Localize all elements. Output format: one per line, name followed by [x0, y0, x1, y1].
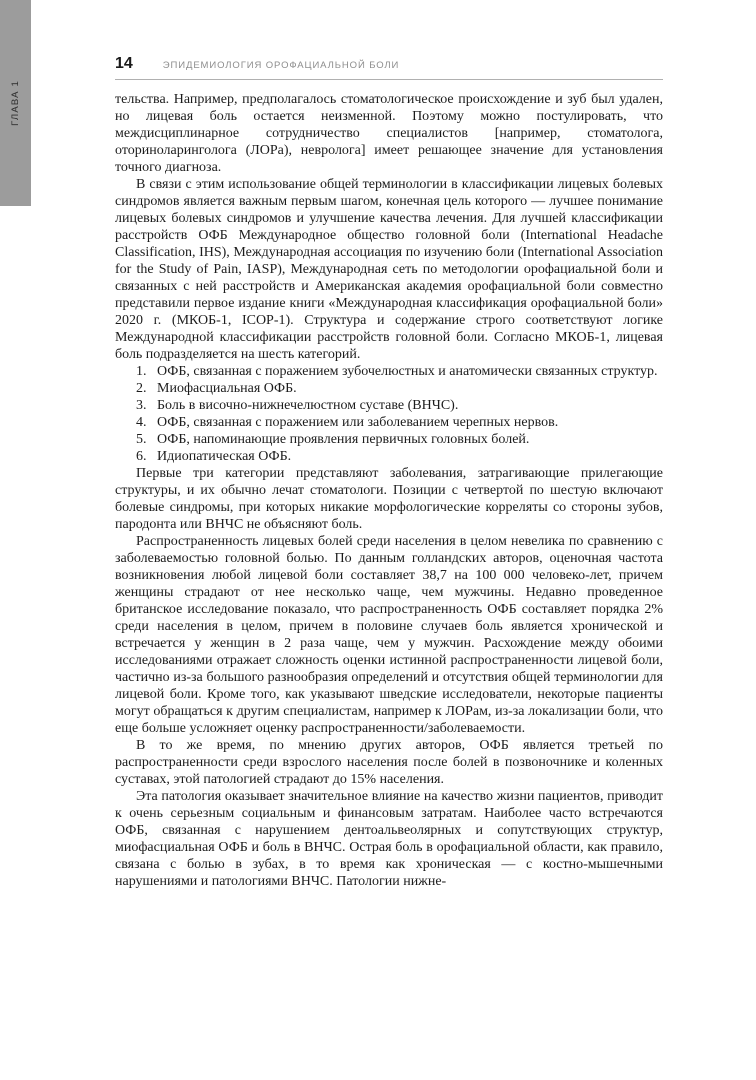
- list-item-text: ОФБ, связанная с поражением зубочелюстных и анатомически связанных структур.: [157, 364, 658, 379]
- list-item-number: 3.: [136, 398, 147, 413]
- body-text: [115, 91, 663, 890]
- list-item-text: Идиопатическая ОФБ.: [157, 449, 292, 464]
- list-item: [136, 363, 663, 380]
- chapter-tab-label: ГЛАВА 1: [10, 80, 21, 126]
- list-item-number: 1.: [136, 364, 147, 379]
- paragraph: В связи с этим использование общей терминологии в классификации лицевых болевых синдромов является важным первым шагом, конечная цель которого — лучшее понимание лицевых болевых синдромов и улучшение качества лечения. Для лучшей классификации расстройств ОФБ Международное общество головной боли (International Headache Classification, IHS), Международная ассоциация по изучению боли (International Association for the Study of Pain, IASP), Международная сеть по методологии орофациальной боли и связанных с ней расстройств и Американская академия орофациальной боли совместно представили первое издание книги «Международная классификация орофациальной боли» 2020 г. (МКОБ-1, ICOP-1). Структура и содержание строго соответствуют логике Международной классификации расстройств головной боли. Согласно МКОБ-1, лицевая боль подразделяется на шесть категорий.: [115, 177, 663, 362]
- list-item-text: ОФБ, связанная с поражением или заболеванием черепных нервов.: [157, 415, 559, 430]
- running-head-title: ЭПИДЕМИОЛОГИЯ ОРОФАЦИАЛЬНОЙ БОЛИ: [162, 60, 400, 71]
- running-header: [115, 0, 663, 80]
- paragraph: Распространенность лицевых болей среди населения в целом невелика по сравнению с заболеваемостью головной болью. По данным голландских авторов, оценочная частота возникновения любой лицевой боли составляет 38,7 на 100 000 человеко-лет, причем женщины страдают от нее несколько чаще, чем мужчины. Недавно проведенное британское исследование показало, что распространенность ОФБ составляет порядка 2% среди населения в целом, причем в половине случаев боль является хронической и встречается у женщин в 2 раза чаще, чем у мужчин. Расхождение между обоими исследованиями отражает сложность оценки истинной распространенности лицевой боли, частично из-за большого разнообразия определений и отсутствия общей терминологии для лицевой боли. Кроме того, как указывают шведские исследователи, некоторые пациенты могут обращаться к другим специалистам, например к ЛОРам, из-за локализации боли, что еще больше усложняет оценку распространенности/заболеваемости.: [115, 534, 663, 736]
- list-item-number: 2.: [136, 381, 147, 396]
- chapter-tab: [0, 0, 31, 206]
- list-item: [136, 431, 663, 448]
- list-item: [136, 397, 663, 414]
- paragraph: Эта патология оказывает значительное влияние на качество жизни пациентов, приводит к очень серьезным социальным и финансовым затратам. Наиболее часто встречаются ОФБ, связанная с нарушением дентоальвеолярных и сопутствующих структур, миофасциальная ОФБ и боль в ВНЧС. Острая боль в орофациальной области, как правило, связана с болью в зубах, в то время как хроническая — с костно-мышечными нарушениями и патологиями ВНЧС. Патологии нижне-: [115, 789, 663, 889]
- list-item: [136, 448, 663, 465]
- list-item-text: Боль в височно-нижнечелюстном суставе (ВНЧС).: [157, 398, 459, 413]
- list-item: [136, 414, 663, 431]
- paragraph: Первые три категории представляют заболевания, затрагивающие прилегающие структуры, и их обычно лечат стоматологи. Позиции с четвертой по шестую включают болевые синдромы, при которых никакие морфологические корреляты со стороны зубов, пародонта или ВНЧС не объясняют боль.: [115, 466, 663, 532]
- list-item-text: ОФБ, напоминающие проявления первичных головных болей.: [157, 432, 530, 447]
- paragraph: В то же время, по мнению других авторов, ОФБ является третьей по распространенности среди взрослого населения после болей в позвоночнике и коленных суставах, этой патологией страдают до 15% населения.: [115, 738, 663, 787]
- list-item-text: Миофасциальная ОФБ.: [157, 381, 297, 396]
- list-item-number: 5.: [136, 432, 147, 447]
- list-item-number: 6.: [136, 449, 147, 464]
- list-item-number: 4.: [136, 415, 147, 430]
- numbered-list: [136, 363, 663, 465]
- paragraph: тельства. Например, предполагалось стоматологическое происхождение и зуб был удален, но лицевая боль остается неизменной. Поэтому можно постулировать, что междисциплинарное сотрудничество специалистов [например, стоматолога, оториноларинголога (ЛОРа), невролога] имеет решающее значение для установления точного диагноза.: [115, 92, 663, 175]
- page-number: 14: [115, 55, 133, 72]
- list-item: [136, 380, 663, 397]
- content-area: [115, 0, 663, 890]
